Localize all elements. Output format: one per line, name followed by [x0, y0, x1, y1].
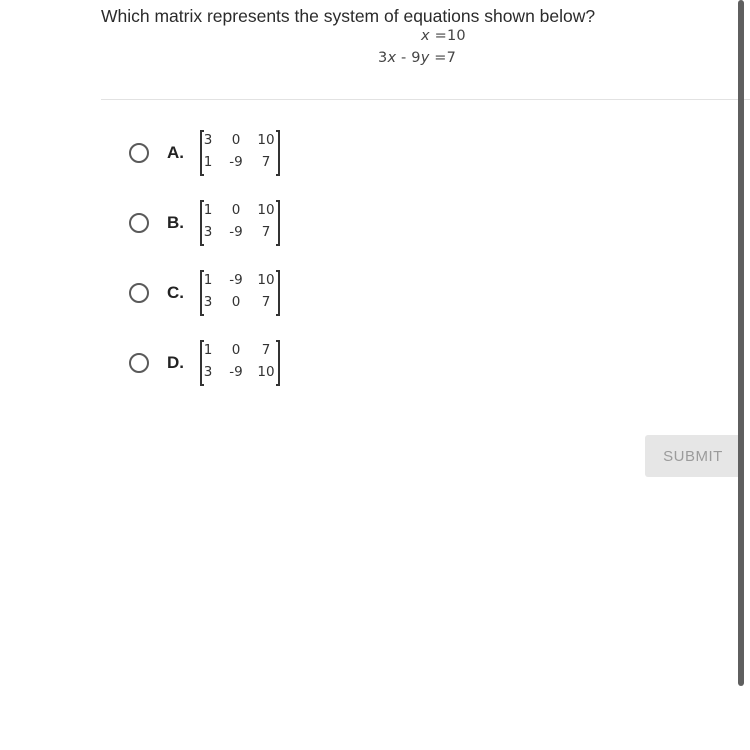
matrix-cell: 10 [257, 132, 275, 148]
matrix-cell: 3 [203, 294, 213, 310]
matrix [200, 130, 280, 176]
question-text: Which matrix represents the system of equations shown below? [101, 6, 596, 26]
matrix-cell: 10 [257, 364, 275, 380]
radio-button-icon[interactable] [129, 143, 149, 163]
option-letter: A. [167, 143, 184, 162]
matrix-cell: 1 [203, 342, 213, 358]
option-d[interactable] [129, 340, 299, 390]
option-b[interactable] [129, 200, 299, 250]
matrix-cell: 1 [203, 202, 213, 218]
equation-2-rhs: =7 [429, 50, 457, 66]
equation-2 [378, 50, 456, 66]
matrix-cell: -9 [229, 364, 243, 380]
matrix-cell: 10 [257, 202, 275, 218]
matrix-cell: 0 [231, 202, 241, 218]
option-letter: D. [167, 353, 184, 372]
matrix-cell: 10 [257, 272, 275, 288]
divider [101, 99, 750, 100]
matrix-cell: 3 [203, 132, 213, 148]
matrix-cell: 7 [261, 294, 271, 310]
option-letter: C. [167, 283, 184, 302]
equation-2-coef: 3 [378, 50, 388, 66]
matrix [200, 200, 280, 246]
matrix-cell: 7 [261, 154, 271, 170]
matrix-cell: -9 [229, 154, 243, 170]
equation-1-rhs: =10 [429, 28, 466, 44]
equation-2-y: y [420, 50, 430, 66]
radio-button-icon[interactable] [129, 283, 149, 303]
matrix-cell: -9 [229, 224, 243, 240]
matrix-cell: 3 [203, 364, 213, 380]
matrix-cell: 0 [231, 132, 241, 148]
equation-2-x: x [387, 50, 397, 66]
matrix-cell: 1 [203, 272, 213, 288]
matrix-cell: -9 [229, 272, 243, 288]
option-a[interactable] [129, 130, 299, 180]
matrix-cell: 0 [231, 342, 241, 358]
matrix-cell: 3 [203, 224, 213, 240]
option-letter: B. [167, 213, 184, 232]
equation-1-x: x [421, 28, 430, 44]
matrix [200, 270, 280, 316]
matrix-cell: 1 [203, 154, 213, 170]
radio-button-icon[interactable] [129, 213, 149, 233]
matrix [200, 340, 280, 386]
radio-button-icon[interactable] [129, 353, 149, 373]
submit-button[interactable]: SUBMIT [645, 435, 741, 477]
matrix-cell: 7 [261, 224, 271, 240]
scrollbar[interactable] [738, 0, 744, 686]
matrix-cell: 7 [261, 342, 271, 358]
matrix-cell: 0 [231, 294, 241, 310]
option-c[interactable] [129, 270, 299, 320]
equation-2-middle: - 9 [396, 50, 421, 66]
equation-1 [421, 28, 466, 44]
